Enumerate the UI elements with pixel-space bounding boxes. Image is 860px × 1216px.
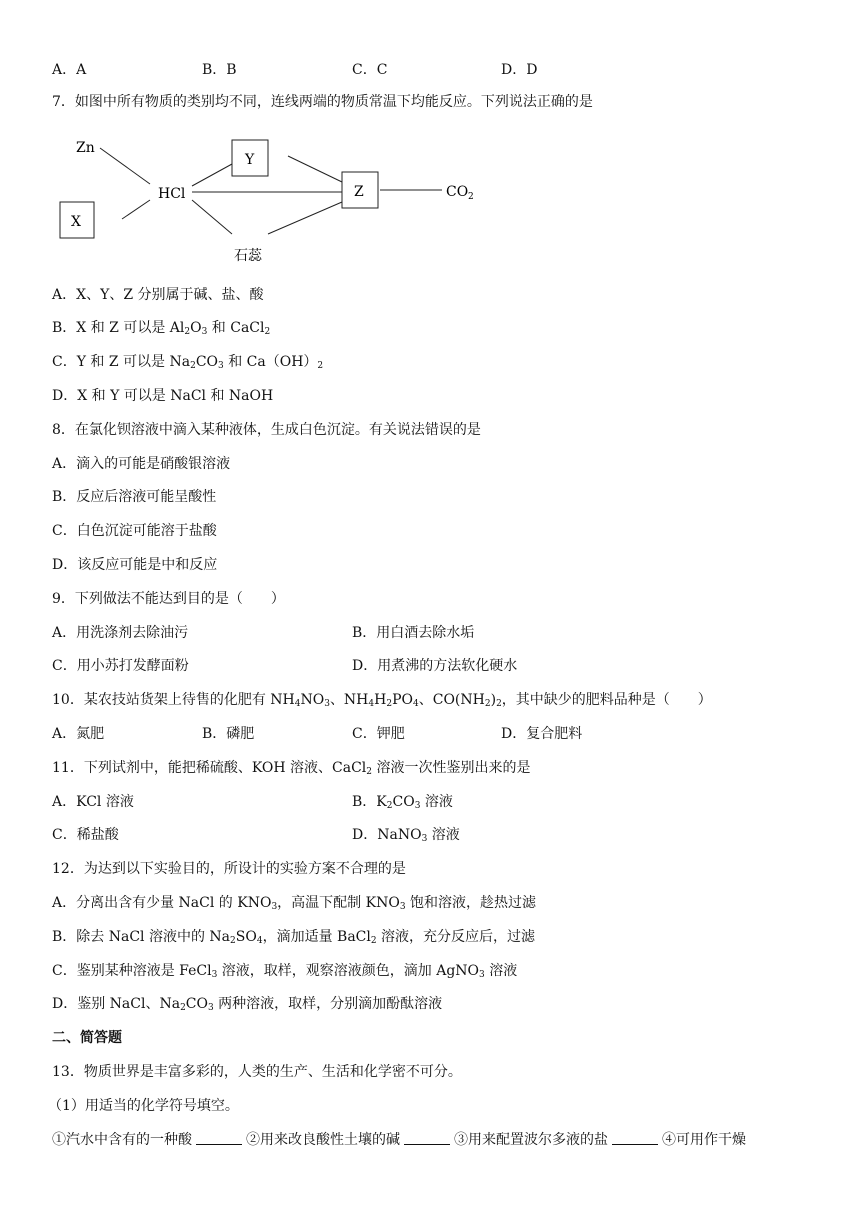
diagram-x: X <box>71 214 81 230</box>
q10-option-b[interactable]: B．磷肥 <box>202 726 255 742</box>
q8-stem: 8．在氯化钡溶液中滴入某种液体，生成白色沉淀。有关说法错误的是 <box>52 422 481 438</box>
q8-option-c[interactable]: C．白色沉淀可能溶于盐酸 <box>52 523 217 539</box>
q10-option-a[interactable]: A．氮肥 <box>52 726 105 742</box>
q6-option-b[interactable]: B．B <box>202 62 237 78</box>
q13-fill-in-row <box>52 1130 746 1150</box>
q12-option-a[interactable]: A．分离出含有少量 NaCl 的 $KNO_3$，高温下配制 $KNO_3$ 饱和溶液，趁热过滤 <box>52 895 536 912</box>
q8-option-b[interactable]: B．反应后溶液可能呈酸性 <box>52 489 217 505</box>
q9-option-d[interactable]: D．用煮沸的方法软化硬水 <box>352 658 518 674</box>
q12-option-c[interactable]: C．鉴别某种溶液是 FeCl$_3$ 溶液，取样，观察溶液颜色，滴加 AgNO$_3$ 溶液 <box>52 963 518 980</box>
diagram-y: Y <box>245 152 255 168</box>
diagram-co2-subscript: 2 <box>468 192 474 202</box>
q11-option-a[interactable]: A．KCl 溶液 <box>52 794 134 810</box>
q11-option-d[interactable]: D．NaNO$_3$ 溶液 <box>352 827 460 844</box>
q11-option-c[interactable]: C．稀盐酸 <box>52 827 119 843</box>
q7-option-d[interactable]: D．X 和 Y 可以是 NaCl 和 NaOH <box>52 388 274 404</box>
q9-option-b[interactable]: B．用白酒去除水垢 <box>352 625 475 641</box>
q13-blank-1[interactable] <box>196 1130 242 1145</box>
diagram-z: Z <box>354 184 364 200</box>
q7-option-c[interactable]: C．Y 和 Z 可以是 $Na_2CO_3$ 和 $Ca(OH)_2$ <box>52 354 324 371</box>
q8-option-a[interactable]: A．滴入的可能是硝酸银溶液 <box>52 456 231 472</box>
q12-option-b[interactable]: B．除去 NaCl 溶液中的 $Na_2SO_4$，滴加适量 BaCl$_2$ 溶液，充分反应后，过滤 <box>52 929 536 946</box>
q10-option-c[interactable]: C．钾肥 <box>352 726 405 742</box>
q7-stem: 7．如图中所有物质的类别均不同，连线两端的物质常温下均能反应。下列说法正确的是 <box>52 94 593 110</box>
q12-option-d[interactable]: D．鉴别 NaCl、$Na_2CO_3$ 两种溶液，取样，分别滴加酚酞溶液 <box>52 996 443 1013</box>
q6-option-c[interactable]: C．C <box>352 62 388 78</box>
diagram-hcl: HCl <box>158 186 186 202</box>
q13-prompt-2: ②用来改良酸性土壤的碱 <box>246 1132 400 1148</box>
q11-stem: 11．下列试剂中，能把稀硫酸、KOH 溶液、CaCl$_2$ 溶液一次性鉴别出来的是 <box>52 760 531 777</box>
q13-stem: 13．物质世界是丰富多彩的，人类的生产、生活和化学密不可分。 <box>52 1064 462 1080</box>
q6-option-d[interactable]: D．D <box>501 62 538 78</box>
q10-stem: 10．某农技站货架上待售的化肥有 $NH_4NO_3$、$NH_4H_2PO_4$、$CO(NH_2)_2$，其中缺少的肥料品种是（ ） <box>52 692 712 709</box>
q7-reaction-diagram <box>52 126 492 272</box>
section-heading: 二、简答题 <box>52 1030 122 1046</box>
q13-subquestion-1: （1）用适当的化学符号填空。 <box>48 1098 239 1114</box>
q13-prompt-3: ③用来配置波尔多液的盐 <box>454 1132 608 1148</box>
q13-blank-3[interactable] <box>612 1130 658 1145</box>
q13-prompt-4: ④可用作干燥 <box>662 1132 746 1148</box>
q10-option-d[interactable]: D．复合肥料 <box>501 726 583 742</box>
q8-option-d[interactable]: D．该反应可能是中和反应 <box>52 557 218 573</box>
diagram-litmus: 石蕊 <box>234 248 262 264</box>
q11-option-b[interactable]: B．$K_2CO_3$ 溶液 <box>352 794 453 811</box>
q13-blank-2[interactable] <box>404 1130 450 1145</box>
q12-stem: 12．为达到以下实验目的，所设计的实验方案不合理的是 <box>52 861 406 877</box>
q9-stem: 9．下列做法不能达到目的是（ ） <box>52 591 285 607</box>
q6-option-a[interactable]: A．A <box>52 62 87 78</box>
q13-prompt-1: ①汽水中含有的一种酸 <box>52 1132 192 1148</box>
q7-option-a[interactable]: A．X、Y、Z 分别属于碱、盐、酸 <box>52 287 264 303</box>
q9-option-a[interactable]: A．用洗涤剂去除油污 <box>52 625 189 641</box>
diagram-zn: Zn <box>76 140 95 156</box>
q9-option-c[interactable]: C．用小苏打发酵面粉 <box>52 658 189 674</box>
diagram-co2: CO <box>446 184 469 200</box>
q7-option-b[interactable]: B．X 和 Z 可以是 $Al_2O_3$ 和 CaCl$_2$ <box>52 320 271 337</box>
